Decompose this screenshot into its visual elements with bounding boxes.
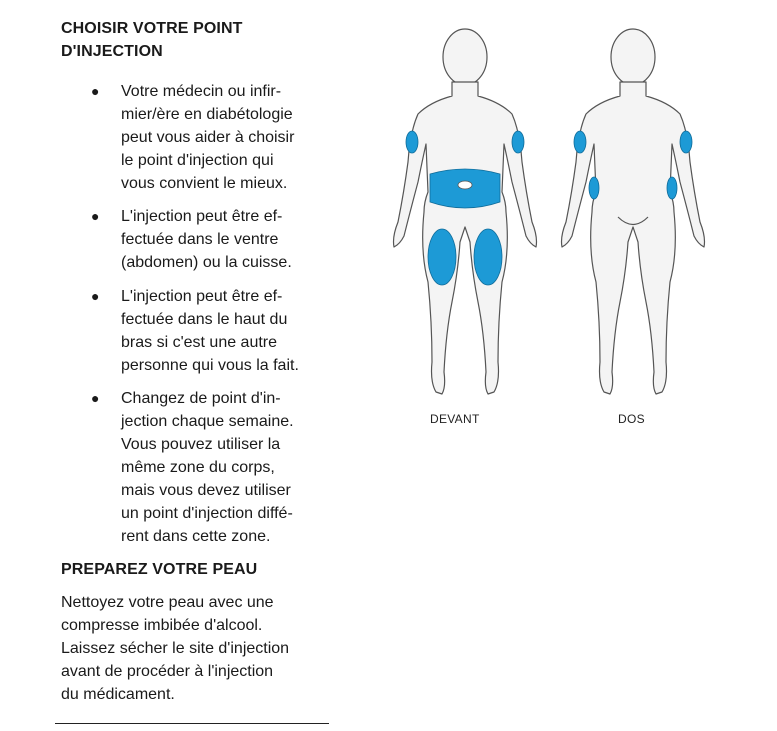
section-title-injection-site <box>61 17 331 63</box>
back-body-figure <box>562 29 705 394</box>
back-right-flank-site <box>667 177 677 199</box>
item-line: (abdomen) ou la cuisse. <box>121 254 292 271</box>
item-line: L'injection peut être ef- <box>121 208 283 225</box>
front-right-arm-site <box>512 131 524 153</box>
item-line: bras si c'est une autre <box>121 334 278 351</box>
item-line: Votre médecin ou infir- <box>121 83 282 100</box>
front-left-arm-site <box>406 131 418 153</box>
front-right-thigh-site <box>474 229 502 285</box>
bullet-icon: ● <box>91 83 100 99</box>
body-diagram <box>380 22 720 442</box>
item-line: vous convient le mieux. <box>121 175 288 192</box>
divider <box>55 723 329 724</box>
back-left-arm-site <box>574 131 586 153</box>
front-view-label: DEVANT <box>430 412 480 426</box>
item-line: mier/ère en diabétologie <box>121 106 293 123</box>
list-item <box>61 387 331 548</box>
text-line: avant de procéder à l'injection <box>61 663 274 680</box>
text-column <box>61 17 331 706</box>
text-line: compresse imbibée d'alcool. <box>61 617 263 634</box>
title-line: CHOISIR VOTRE POINT <box>61 20 243 37</box>
front-body-figure <box>394 29 537 394</box>
item-line: Vous pouvez utiliser la <box>121 436 281 453</box>
back-view-label: DOS <box>618 412 645 426</box>
injection-site-list <box>61 80 331 548</box>
back-torso <box>562 82 705 394</box>
list-item <box>61 205 331 274</box>
back-head <box>611 29 655 85</box>
section-title-prepare-skin: PREPAREZ VOTRE PEAU <box>61 561 258 578</box>
item-line: le point d'injection qui <box>121 152 274 169</box>
item-line: personne qui vous la fait. <box>121 357 299 374</box>
item-line: jection chaque semaine. <box>121 413 294 430</box>
text-line: Nettoyez votre peau avec une <box>61 594 274 611</box>
item-line: un point d'injection diffé- <box>121 505 293 522</box>
injection-site-figure <box>380 22 720 442</box>
text-line: Laissez sécher le site d'injection <box>61 640 290 657</box>
item-line: même zone du corps, <box>121 459 275 476</box>
item-line: mais vous devez utiliser <box>121 482 291 499</box>
item-line: rent dans cette zone. <box>121 528 271 545</box>
bullet-icon: ● <box>91 390 100 406</box>
navel-icon <box>458 181 472 189</box>
item-line: fectuée dans le ventre <box>121 231 279 248</box>
item-line: peut vous aider à choisir <box>121 129 295 146</box>
bullet-icon: ● <box>91 288 100 304</box>
prepare-skin-text <box>61 591 331 706</box>
back-left-flank-site <box>589 177 599 199</box>
title-line: D'INJECTION <box>61 43 163 60</box>
front-head <box>443 29 487 85</box>
list-item <box>61 285 331 377</box>
text-line: du médicament. <box>61 686 175 703</box>
front-torso <box>394 82 537 394</box>
front-left-thigh-site <box>428 229 456 285</box>
item-line: fectuée dans le haut du <box>121 311 288 328</box>
bullet-icon: ● <box>91 208 100 224</box>
back-right-arm-site <box>680 131 692 153</box>
item-line: L'injection peut être ef- <box>121 288 283 305</box>
list-item <box>61 80 331 195</box>
item-line: Changez de point d'in- <box>121 390 281 407</box>
